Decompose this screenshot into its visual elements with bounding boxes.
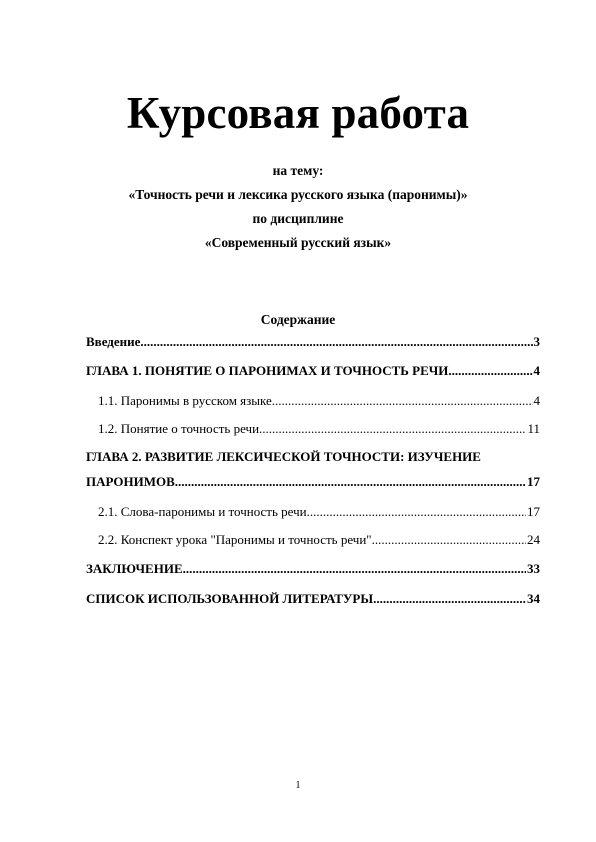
toc-leader-dots [175,473,526,491]
toc-leader-dots [373,590,526,608]
toc-heading: Содержание [260,312,336,327]
toc-entry-page: 4 [533,363,540,378]
toc-entry-page: 24 [527,532,540,547]
toc-entry-conclusion[interactable] [86,560,540,578]
toc-entry-text: 2.1. Слова-паронимы и точность речи [98,504,307,519]
toc-entry-text: СПИСОК ИСПОЛЬЗОВАННОЙ ЛИТЕРАТУРЫ [86,591,374,606]
document-title: Курсовая работа [126,88,470,138]
toc-entry-section-2-1[interactable] [98,503,540,521]
toc-entry-text: 1.1. Паронимы в русском языке [98,393,272,408]
toc-entry-section-1-2[interactable] [98,420,540,438]
toc-entry-page: 3 [533,334,540,349]
toc-leader-dots [183,560,526,578]
toc-entry-section-2-2[interactable] [98,531,540,549]
toc-entry-page: 4 [533,393,540,408]
toc-entry-text: 1.2. Понятие о точность речи [98,421,260,436]
subtitle-discipline: «Современный русский язык» [204,235,392,250]
subtitle-discipline-label: по дисциплине [252,211,344,226]
toc-entry-references[interactable] [86,590,540,608]
toc-entry-text: ГЛАВА 1. ПОНЯТИЕ О ПАРОНИМАХ И ТОЧНОСТЬ РЕЧИ [86,363,449,378]
toc-entry-page: 34 [527,591,540,606]
toc-entry-page: 33 [527,561,540,576]
toc-entry-text: ЗАКЛЮЧЕНИЕ [86,561,183,576]
toc-entry-chapter-2[interactable] [86,473,540,491]
toc-entry-introduction[interactable] [86,333,540,351]
toc-leader-dots [140,333,532,351]
toc-entry-page: 17 [527,474,540,489]
subtitle-topic-label: на тему: [272,163,324,178]
toc-leader-dots [307,503,526,521]
toc-entry-page: 17 [527,504,540,519]
toc-leader-dots [259,420,526,438]
toc-entry-page: 11 [527,421,540,436]
toc-leader-dots [272,392,533,410]
toc-entry-section-1-1[interactable] [98,392,540,410]
toc-entry-text: ПАРОНИМОВ [86,474,175,489]
toc-entry-text: 2.2. Конспект урока "Паронимы и точность речи" [98,532,372,547]
page-number: 1 [295,780,301,791]
toc-entry-chapter-1[interactable] [86,362,540,380]
toc-entry-text: Введение [86,334,141,349]
toc-entry-chapter-2-line1[interactable]: ГЛАВА 2. РАЗВИТИЕ ЛЕКСИЧЕСКОЙ ТОЧНОСТИ: ИЗУЧЕНИЕ [86,449,481,464]
toc-leader-dots [448,362,532,380]
subtitle-topic: «Точность речи и лексика русского языка (паронимы)» [128,187,468,202]
toc-leader-dots [372,531,526,549]
